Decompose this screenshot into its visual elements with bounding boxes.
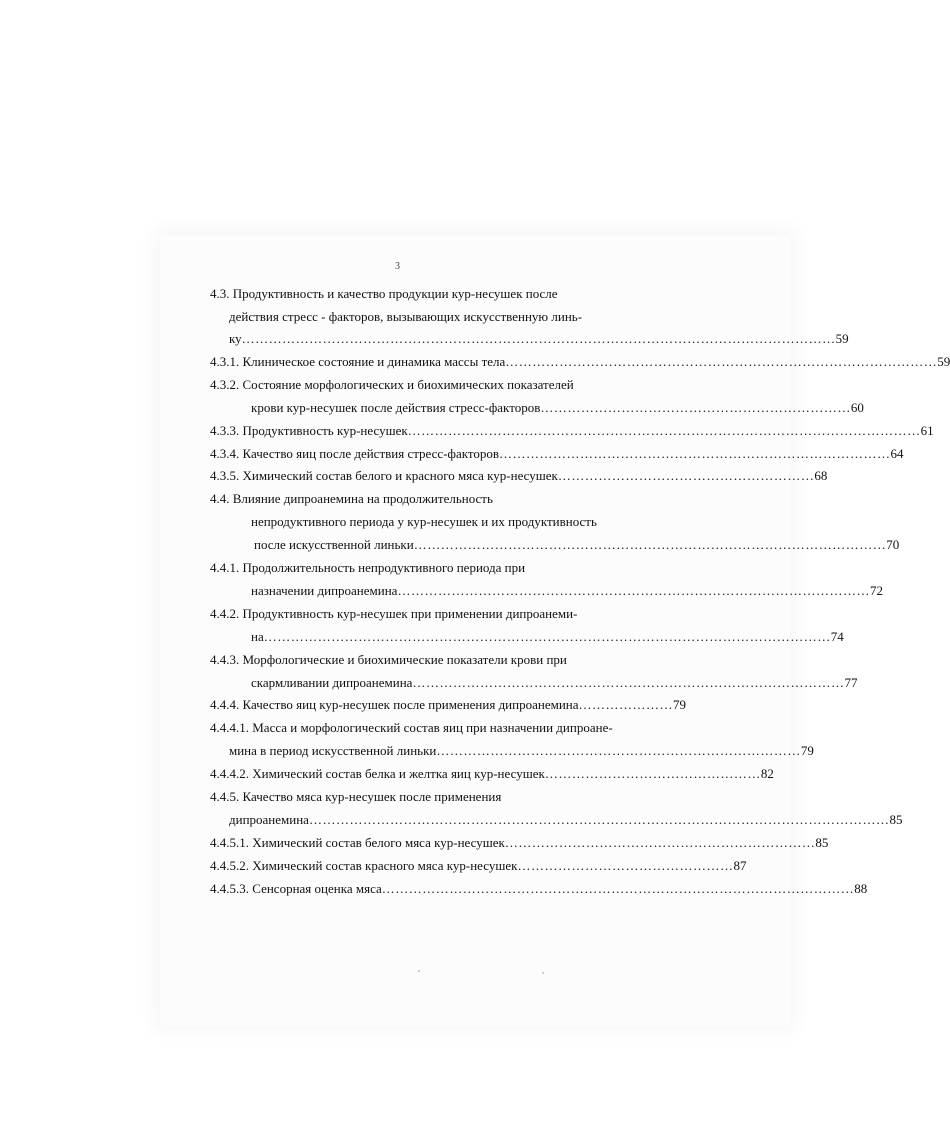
leader-dots: ………………………………………… xyxy=(517,858,734,873)
toc-entry-text: 4.4.5.1. Химический состав белого мяса кур-несушек xyxy=(210,835,505,850)
toc-entry-4-4-5-3 xyxy=(210,879,868,899)
toc-entry-4-3-4 xyxy=(210,444,904,464)
toc-entry-4-4-4-1-line-1: 4.4.4.1. Масса и морфологический состав яиц при назначении дипроане- xyxy=(210,720,613,735)
toc-page-number: 72 xyxy=(869,583,883,598)
toc-entry-text: ку xyxy=(229,331,242,346)
toc-page-number: 74 xyxy=(830,629,844,644)
toc-entry-text: скармливании дипроанемина xyxy=(251,675,413,690)
toc-entry-4-4-4 xyxy=(210,695,687,715)
page-number: 3 xyxy=(395,261,400,272)
toc-entry-4-4-5-1 xyxy=(210,833,829,853)
leader-dots: ……………………………………………………………………… xyxy=(436,743,801,758)
toc-entry-text: 4.3.1. Клиническое состояние и динамика массы тела xyxy=(210,354,506,369)
leader-dots: …………………………………………………………………………………………… xyxy=(413,537,887,552)
toc-page-number: 59 xyxy=(937,354,950,369)
toc-entry-4-4-2-line-2 xyxy=(251,627,844,647)
toc-entry-4-4-5-line-2 xyxy=(229,810,903,830)
toc-entry-text: после искусственной линьки xyxy=(254,537,414,552)
leader-dots: ………………………………………………… xyxy=(557,468,815,483)
toc-entry-text: 4.4.5.2. Химический состав красного мяса кур-несушек xyxy=(210,858,518,873)
leader-dots: …………………………………………………………………………………………… xyxy=(381,881,855,896)
leader-dots: ………………………………………………………………………………………………………………… xyxy=(308,812,890,827)
toc-entry-4-4-line-1: 4.4. Влияние дипроанемина на продолжительность xyxy=(210,491,493,506)
toc-entry-4-4-3-line-1: 4.4.3. Морфологические и биохимические показатели крови при xyxy=(210,652,567,667)
leader-dots: …………………………………………………………… xyxy=(540,400,851,415)
toc-page-number: 60 xyxy=(850,400,864,415)
toc-entry-4-4-3-line-2 xyxy=(251,673,858,693)
toc-entry-4-3-line-3 xyxy=(229,329,849,349)
toc-entry-text: 4.3.5. Химический состав белого и красного мяса кур-несушек xyxy=(210,468,558,483)
toc-entry-4-4-2-line-1: 4.4.2. Продуктивность кур-несушек при применении дипроанеми- xyxy=(210,606,578,621)
toc-entry-text: назначении дипроанемина xyxy=(251,583,398,598)
scan-specks xyxy=(0,968,795,978)
toc-page-number: 79 xyxy=(800,743,814,758)
toc-entry-4-3-line-2: действия стресс - факторов, вызывающих искусственную линь- xyxy=(229,309,583,324)
toc-page-number: 59 xyxy=(835,331,849,346)
toc-page-number: 70 xyxy=(886,537,900,552)
toc-entry-4-3-3 xyxy=(210,421,934,441)
toc-entry-4-4-line-2: непродуктивного периода у кур-несушек и их продуктивность xyxy=(251,514,597,529)
scan-speck xyxy=(418,970,420,972)
toc-page-number: 85 xyxy=(815,835,829,850)
toc-entry-4-4-4-2 xyxy=(210,764,774,784)
toc-entry-4-4-1-line-1: 4.4.1. Продолжительность непродуктивного периода при xyxy=(210,560,526,575)
toc-entry-text: 4.4.4.2. Химический состав белка и желтка яиц кур-несушек xyxy=(210,766,545,781)
toc-page-number: 82 xyxy=(760,766,774,781)
toc-page-number: 68 xyxy=(814,468,828,483)
toc-entry-4-4-1-line-2 xyxy=(251,581,883,601)
toc-entry-4-3-5 xyxy=(210,466,828,486)
toc-page-number: 64 xyxy=(890,446,904,461)
toc-entry-4-4-5-line-1: 4.4.5. Качество мяса кур-несушек после применения xyxy=(210,789,502,804)
toc-entry-4-3-1 xyxy=(210,352,950,372)
toc-entry-text: 4.4.4. Качество яиц кур-несушек после применения дипроанемина xyxy=(210,697,579,712)
toc-page-number: 87 xyxy=(733,858,747,873)
toc-page-number: 77 xyxy=(844,675,858,690)
toc-entry-4-3-line-1: 4.3. Продуктивность и качество продукции кур-несушек после xyxy=(210,286,558,301)
toc-page-number: 88 xyxy=(854,881,868,896)
toc-entry-4-3-2-line-1: 4.3.2. Состояние морфологических и биохимических показателей xyxy=(210,377,574,392)
toc-entry-text: крови кур-несушек после действия стресс-факторов xyxy=(251,400,541,415)
toc-entry-4-4-line-3 xyxy=(254,535,900,555)
toc-entry-4-4-4-1-line-2 xyxy=(229,741,814,761)
toc-entry-text: 4.3.4. Качество яиц после действия стресс-факторов xyxy=(210,446,500,461)
leader-dots: …………………………………………………………………………………………………………………… xyxy=(241,331,836,346)
leader-dots: …………………………………………………………………………………… xyxy=(505,354,938,369)
toc-entry-text: дипроанемина xyxy=(229,812,309,827)
toc-page-number: 61 xyxy=(920,423,934,438)
toc-entry-text: 4.4.5.3. Сенсорная оценка мяса xyxy=(210,881,382,896)
toc-page-number: 79 xyxy=(673,697,687,712)
leader-dots: …………………………………………………………… xyxy=(504,835,816,850)
leader-dots: …………………………………………………………………………… xyxy=(499,446,891,461)
toc-entry-text: мина в период искусственной линьки xyxy=(229,743,437,758)
scan-speck xyxy=(542,972,544,974)
toc-page-number: 85 xyxy=(889,812,903,827)
leader-dots: …………………………………………………………………………………………… xyxy=(397,583,870,598)
toc-entry-text: 4.3.3. Продуктивность кур-несушек xyxy=(210,423,408,438)
leader-dots: ………………… xyxy=(578,697,674,712)
leader-dots: ………………………………………… xyxy=(544,766,761,781)
toc-entry-text: на xyxy=(251,629,264,644)
toc-entry-4-4-5-2 xyxy=(210,856,747,876)
leader-dots: …………………………………………………………………………………… xyxy=(412,675,845,690)
leader-dots: …………………………………………………………………………………………………… xyxy=(407,423,921,438)
leader-dots: ……………………………………………………………………………………………………………… xyxy=(263,629,831,644)
toc-entry-4-3-2-line-2 xyxy=(251,398,864,418)
